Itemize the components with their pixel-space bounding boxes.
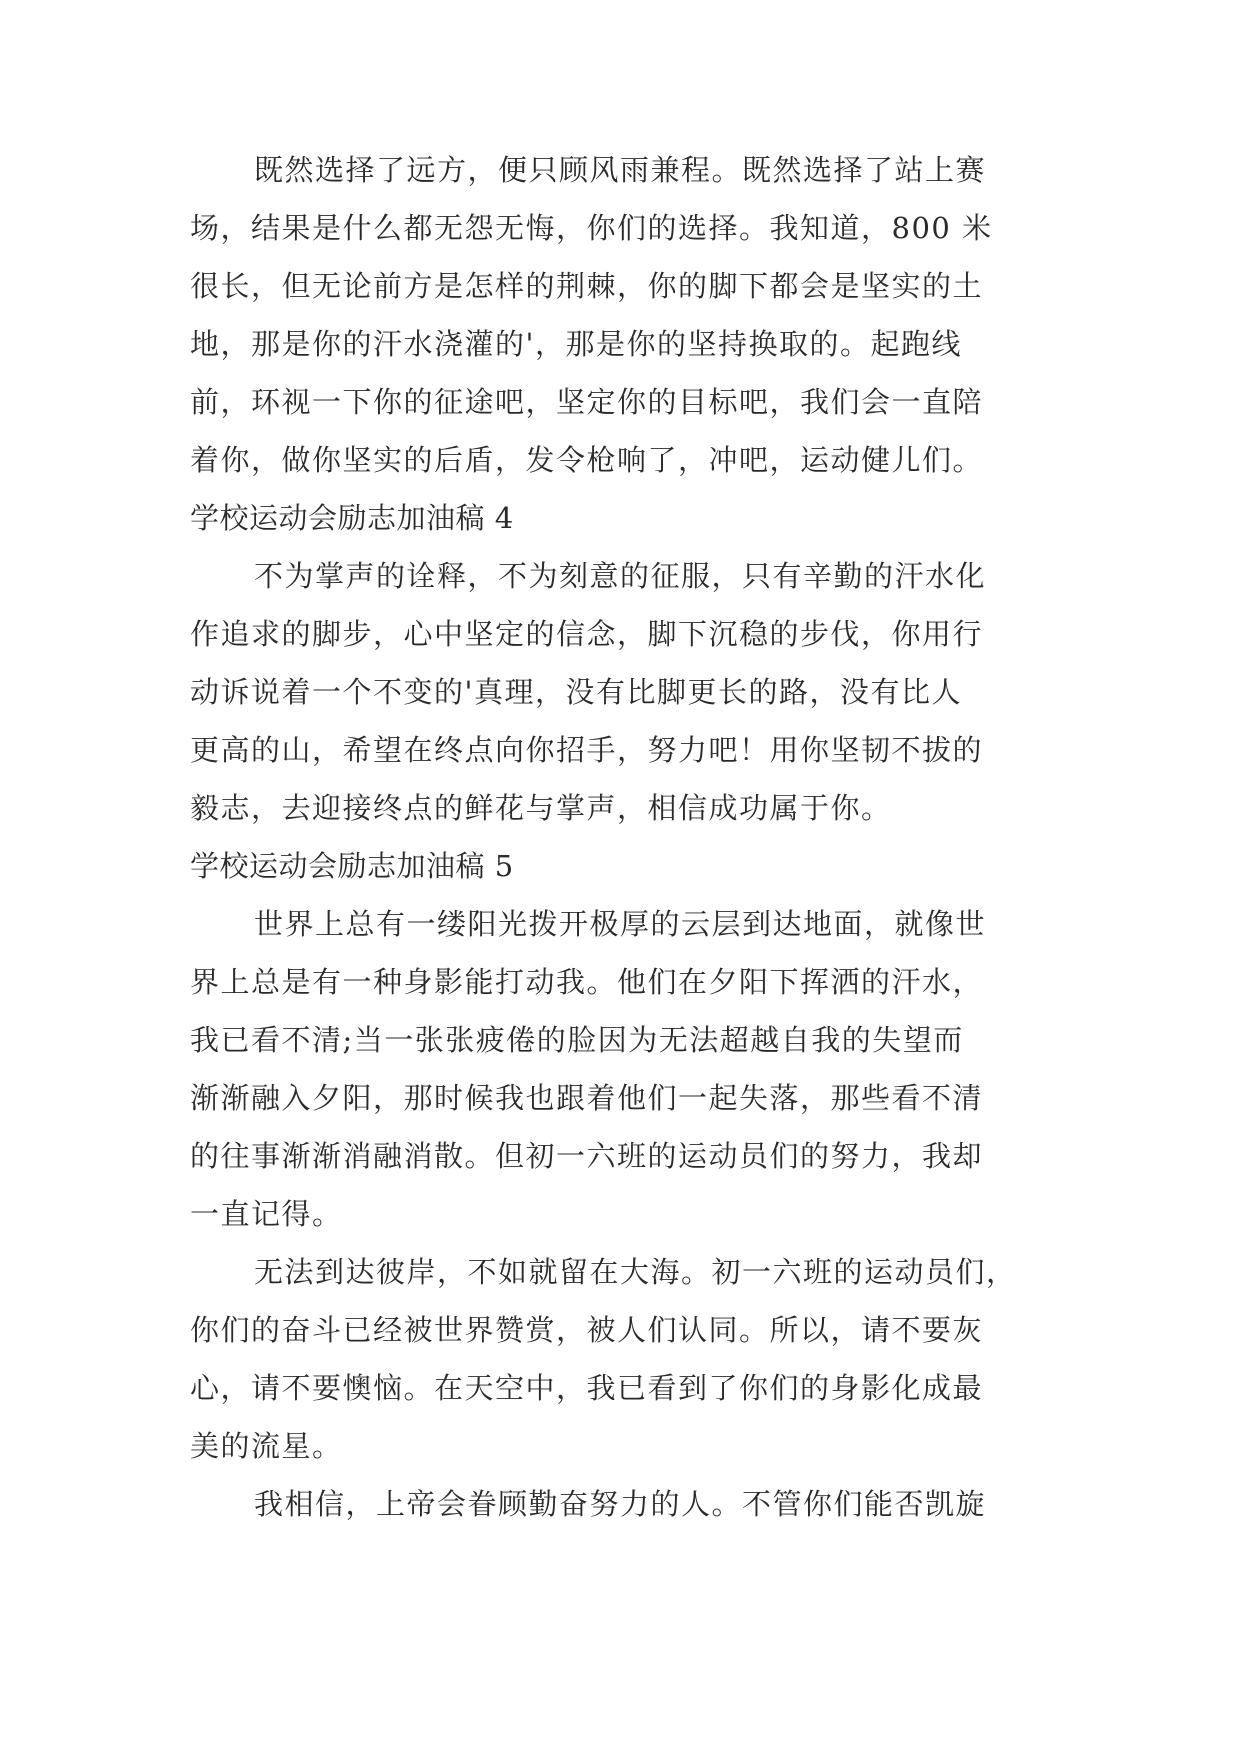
paragraph-line: 更高的山，希望在终点向你招手，努力吧！用你坚韧不拔的 [190,733,984,767]
section-heading: 学校运动会励志加油稿 5 [190,849,514,883]
paragraph-line: 着你，做你坚实的后盾，发令枪响了，冲吧，运动健儿们。 [190,443,984,477]
paragraph-line: 毅志，去迎接终点的鲜花与掌声，相信成功属于你。 [190,791,892,825]
paragraph-line: 一直记得。 [190,1197,343,1231]
paragraph-line: 你们的奋斗已经被世界赞赏，被人们认同。所以，请不要灰 [190,1313,984,1347]
paragraph-line: 不为掌声的诠释，不为刻意的征服，只有辛勤的汗水化 [254,559,987,593]
paragraph-line: 动诉说着一个不变的'真理，没有比脚更长的路，没有比人 [190,675,962,709]
paragraph-line: 前，环视一下你的征途吧，坚定你的目标吧，我们会一直陪 [190,385,984,419]
paragraph-line: 我相信，上帝会眷顾勤奋努力的人。不管你们能否凯旋 [254,1487,987,1521]
paragraph-line: 作追求的脚步，心中坚定的信念，脚下沉稳的步伐，你用行 [190,617,984,651]
paragraph-line: 心，请不要懊恼。在天空中，我已看到了你们的身影化成最 [190,1371,984,1405]
paragraph-line: 地，那是你的汗水浇灌的'，那是你的坚持换取的。起跑线 [190,327,962,361]
paragraph-line: 场，结果是什么都无怨无悔，你们的选择。我知道，800 米 [190,211,993,245]
paragraph-line: 美的流星。 [190,1429,343,1463]
paragraph-line: 无法到达彼岸，不如就留在大海。初一六班的运动员们， [254,1255,1017,1289]
paragraph-line: 渐渐融入夕阳，那时候我也跟着他们一起失落，那些看不清 [190,1081,984,1115]
paragraph-line: 既然选择了远方，便只顾风雨兼程。既然选择了站上赛 [254,153,987,187]
paragraph-line: 我已看不清;当一张张疲倦的脸因为无法超越自我的失望而 [190,1023,964,1057]
paragraph-line: 的往事渐渐消融消散。但初一六班的运动员们的努力，我却 [190,1139,984,1173]
section-heading: 学校运动会励志加油稿 4 [190,501,514,535]
paragraph-line: 很长，但无论前方是怎样的荆棘，你的脚下都会是坚实的土 [190,269,984,303]
paragraph-line: 世界上总有一缕阳光拨开极厚的云层到达地面，就像世 [254,907,987,941]
paragraph-line: 界上总是有一种身影能打动我。他们在夕阳下挥洒的汗水， [190,965,984,999]
